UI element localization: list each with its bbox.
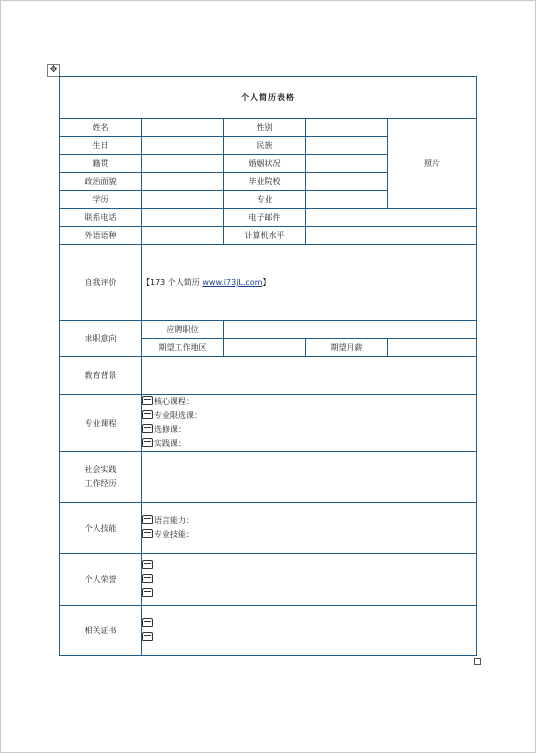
position-label: 应聘职位 [142, 321, 224, 339]
language-label: 外语语种 [60, 227, 142, 245]
major-value-cell[interactable] [306, 191, 388, 209]
briefcase-icon [142, 588, 153, 597]
email-label: 电子邮件 [224, 209, 306, 227]
certs-cell[interactable] [142, 606, 477, 656]
courses-cell[interactable] [142, 395, 477, 452]
list-item: 专业限选课： [142, 409, 476, 423]
self-eval-prefix: 【173 个人简历 [142, 278, 203, 287]
gender-label: 性别 [224, 119, 306, 137]
resume-table [59, 76, 477, 656]
phone-value-cell[interactable] [142, 209, 224, 227]
native-place-value-cell[interactable] [142, 155, 224, 173]
briefcase-icon [142, 618, 153, 627]
gender-value-cell[interactable] [306, 119, 388, 137]
computer-value-cell[interactable] [306, 227, 477, 245]
briefcase-icon [142, 574, 153, 583]
marital-label: 婚姻状况 [224, 155, 306, 173]
language-value-cell[interactable] [142, 227, 224, 245]
ethnicity-label: 民族 [224, 137, 306, 155]
political-value-cell[interactable] [142, 173, 224, 191]
email-value-cell[interactable] [306, 209, 477, 227]
social-label: 社会实践 工作经历 [60, 452, 142, 503]
major-label: 专业 [224, 191, 306, 209]
briefcase-icon [142, 529, 153, 538]
briefcase-icon [142, 560, 153, 569]
position-value-cell[interactable] [224, 321, 477, 339]
education-label: 学历 [60, 191, 142, 209]
photo-cell[interactable]: 照片 [388, 119, 477, 209]
school-label: 毕业院校 [224, 173, 306, 191]
name-label: 姓名 [60, 119, 142, 137]
education-value-cell[interactable] [142, 191, 224, 209]
briefcase-icon [142, 632, 153, 641]
list-item [142, 559, 476, 573]
briefcase-icon [142, 424, 153, 433]
birth-value-cell[interactable] [142, 137, 224, 155]
social-cell[interactable] [142, 452, 477, 503]
ethnicity-value-cell[interactable] [306, 137, 388, 155]
political-label: 政治面貌 [60, 173, 142, 191]
honors-cell[interactable] [142, 554, 477, 606]
native-place-label: 籍贯 [60, 155, 142, 173]
briefcase-icon [142, 410, 153, 419]
edu-bg-cell[interactable] [142, 357, 477, 395]
certs-label: 相关证书 [60, 606, 142, 656]
self-eval-label: 自我评价 [60, 245, 142, 321]
courses-label: 专业课程 [60, 395, 142, 452]
edu-bg-label: 教育背景 [60, 357, 142, 395]
birth-label: 生日 [60, 137, 142, 155]
salary-value-cell[interactable] [388, 339, 477, 357]
list-item [142, 587, 476, 601]
name-value-cell[interactable] [142, 119, 224, 137]
honors-label: 个人荣誉 [60, 554, 142, 606]
list-item: 实践课： [142, 437, 476, 451]
list-item [142, 573, 476, 587]
briefcase-icon [142, 438, 153, 447]
location-label: 期望工作地区 [142, 339, 224, 357]
list-item [142, 617, 476, 631]
skills-cell[interactable] [142, 503, 477, 554]
marital-value-cell[interactable] [306, 155, 388, 173]
intent-label: 求职意向 [60, 321, 142, 357]
location-value-cell[interactable] [224, 339, 306, 357]
briefcase-icon [142, 396, 153, 405]
self-eval-suffix: 】 [262, 278, 271, 287]
school-value-cell[interactable] [306, 173, 388, 191]
list-item [142, 631, 476, 645]
self-eval-cell[interactable] [142, 245, 477, 321]
computer-label: 计算机水平 [224, 227, 306, 245]
self-eval-link[interactable]: www.i73jL.com [202, 278, 263, 287]
list-item: 核心课程： [142, 395, 476, 409]
list-item: 专业技能： [142, 528, 476, 542]
table-resize-handle[interactable] [474, 658, 481, 665]
move-handle-icon[interactable]: ✥ [47, 64, 60, 77]
skills-label: 个人技能 [60, 503, 142, 554]
list-item: 选修课： [142, 423, 476, 437]
briefcase-icon [142, 515, 153, 524]
salary-label: 期望月薪 [306, 339, 388, 357]
page-title: 个人简历表格 [60, 77, 477, 119]
phone-label: 联系电话 [60, 209, 142, 227]
list-item: 语言能力： [142, 514, 476, 528]
